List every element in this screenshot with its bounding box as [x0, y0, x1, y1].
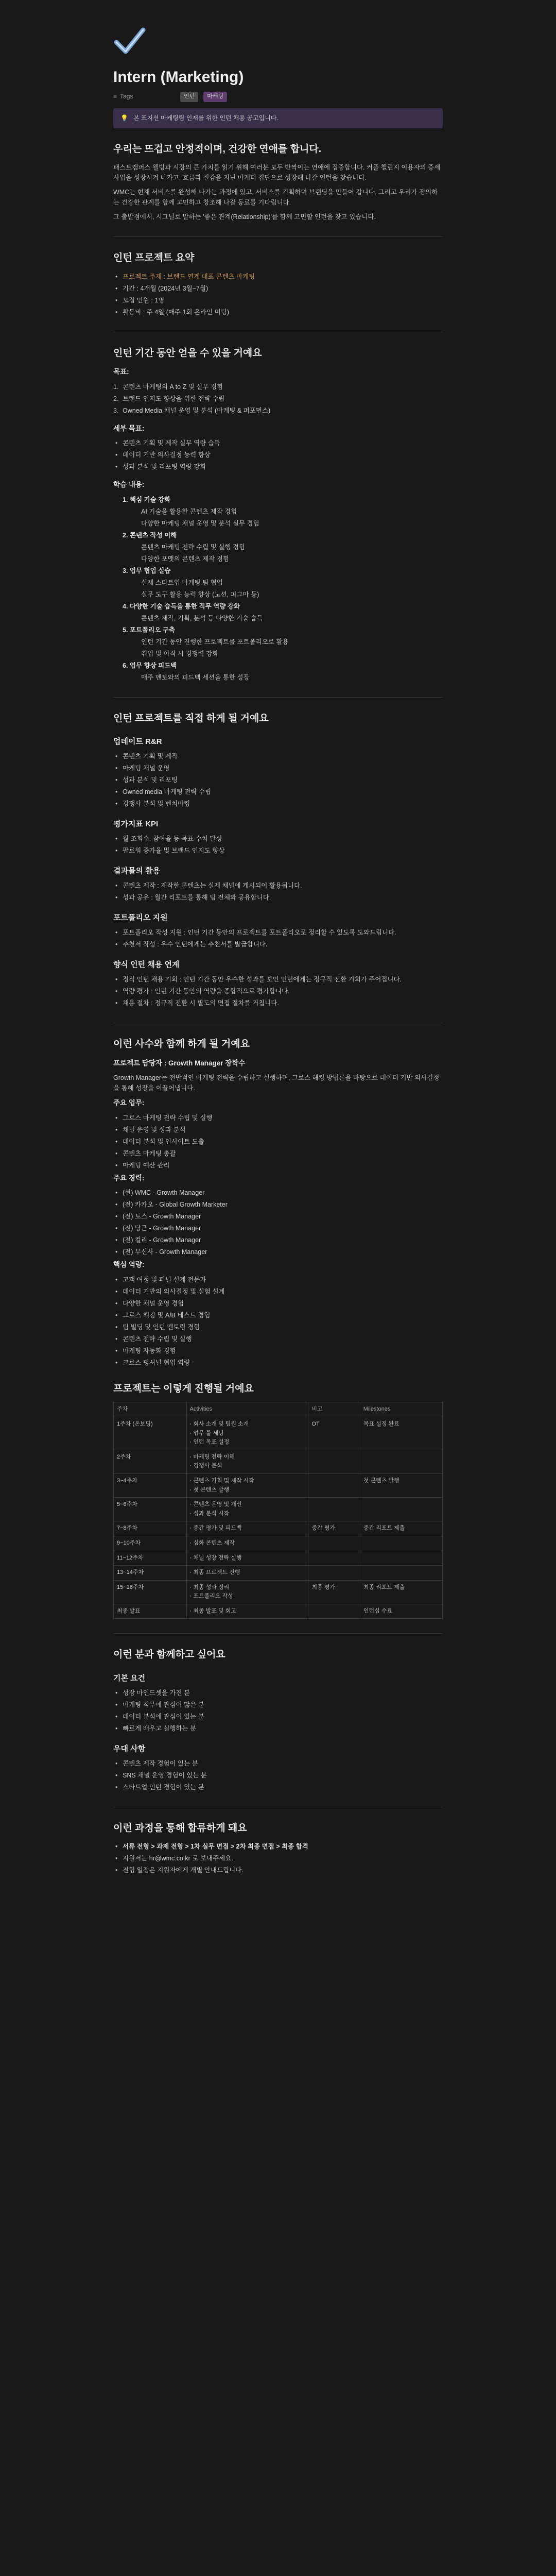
list-item: • 데이터 분석 및 인사이트 도출	[113, 1137, 443, 1147]
list-item: • 콘텐츠 기획 및 제작	[113, 751, 443, 761]
table-cell: · 회사 소개 및 팀원 소개 · 업무 툴 세팅 · 인턴 목표 설정	[186, 1417, 308, 1450]
divider	[113, 697, 443, 698]
table-cell: 5~6주차	[114, 1498, 187, 1521]
table-cell: 2주차	[114, 1450, 187, 1473]
table-cell	[308, 1566, 360, 1581]
style-list	[113, 1275, 443, 1368]
detail-label: 세부 목표:	[113, 424, 145, 432]
summary-list	[113, 272, 443, 317]
list-item: • (전) 토스 - Growth Manager	[113, 1211, 443, 1222]
table-cell: 7~8주차	[114, 1521, 187, 1536]
list-item: 3. 업무 협업 실습 실제 스타트업 마케팅 팀 협업 실무 도구 활용 능력 향상 (노션, 피그마 등)	[123, 567, 259, 598]
table-row	[114, 1580, 443, 1604]
table-cell: 최종 발표	[114, 1604, 187, 1619]
table-cell: · 콘텐츠 기획 및 제작 시작 · 첫 콘텐츠 발행	[186, 1473, 308, 1497]
list-item: • 채널 운영 및 성과 분석	[113, 1125, 443, 1135]
goal-label: 목표:	[113, 368, 129, 376]
list-item: • 콘텐츠 제작 : 제작한 콘텐츠는 실제 채널에 게시되어 활용됩니다.	[113, 880, 443, 891]
list-item: • 마케팅 채널 운영	[113, 763, 443, 773]
list-item: • 팔로워 증가율 및 브랜드 인지도 향상	[113, 845, 443, 856]
table-cell	[360, 1450, 442, 1473]
detail-list	[113, 438, 443, 472]
table-cell: 첫 콘텐츠 발행	[360, 1473, 442, 1497]
list-item: • 전형 일정은 지원자에게 개별 안내드립니다.	[113, 1865, 443, 1875]
table-cell: · 마케팅 전략 이해 · 경쟁사 분석	[186, 1450, 308, 1473]
table-cell	[308, 1498, 360, 1521]
subheading: 평가지표 KPI	[113, 820, 159, 829]
table-cell: · 콘텐츠 운영 및 개선 · 성과 분석 시작	[186, 1498, 308, 1521]
list-item: • 마케팅 예산 관리	[113, 1160, 443, 1171]
table-cell: · 심화 콘텐츠 제작	[186, 1536, 308, 1551]
table-cell	[308, 1551, 360, 1566]
table-header: Activities	[186, 1402, 308, 1417]
list	[113, 1758, 443, 1792]
table-cell: · 최종 성과 정리 · 포트폴리오 작성	[186, 1580, 308, 1604]
list-item: • 데이터 기반 의사결정 능력 향상	[113, 450, 443, 460]
list-item: 5. 포트폴리오 구축 인턴 기간 동안 진행한 프로젝트를 포트폴리오로 활용 취업 및 이직 시 경쟁력 강화	[123, 626, 289, 657]
table-cell: · 최종 프로젝트 진행	[186, 1566, 308, 1581]
table-cell: 15~16주차	[114, 1580, 187, 1604]
list-item: • (전) 당근 - Growth Manager	[113, 1223, 443, 1233]
summary-heading: 인턴 프로젝트 요약	[113, 252, 195, 264]
list-item: • SNS 채널 운영 경험이 있는 분	[113, 1770, 443, 1781]
tags-label: Tags	[120, 93, 133, 100]
table-cell: 목표 설정 완료	[360, 1417, 442, 1450]
table-cell: · 중간 평가 및 피드백	[186, 1521, 308, 1536]
table-cell	[360, 1536, 442, 1551]
table-cell: 최종 평가	[308, 1580, 360, 1604]
list-item: • 월 조회수, 참여율 등 목표 수치 달성	[113, 834, 443, 844]
style-label: 핵심 역량:	[113, 1261, 145, 1269]
list	[113, 834, 443, 856]
info-icon: 💡	[120, 114, 128, 122]
learn-label: 학습 내용:	[113, 481, 145, 489]
table-row	[114, 1521, 443, 1536]
list-item: • 스타트업 인턴 경험이 있는 분	[113, 1782, 443, 1792]
table-cell: 11~12주차	[114, 1551, 187, 1566]
list-item: • 데이터 기반의 의사결정 및 실험 설계	[113, 1286, 443, 1297]
list-item: • 지원서는 hr@wmc.co.kr 로 보내주세요.	[113, 1853, 443, 1863]
list-item: • 기간 : 4개월 (2024년 3월~7월)	[113, 283, 443, 294]
table-cell	[360, 1551, 442, 1566]
process-heading: 이런 과정을 통해 합류하게 돼요	[113, 1822, 247, 1834]
table-cell: · 최종 발표 및 회고	[186, 1604, 308, 1619]
table-cell: · 채널 성장 전략 실행	[186, 1551, 308, 1566]
list-item: 2. 콘텐츠 작성 이해 콘텐츠 마케팅 전략 수립 및 실행 경험 다양한 포맷의 콘텐츠 제작 경험	[123, 531, 245, 563]
list-item: • 팀 빌딩 및 인턴 멘토링 경험	[113, 1322, 443, 1332]
career-list	[113, 1113, 443, 1171]
list-item: • 고객 여정 및 퍼널 설계 전문가	[113, 1275, 443, 1285]
table-header: 비고	[308, 1402, 360, 1417]
list-item: • 콘텐츠 기획 및 제작 실무 역량 습득	[113, 438, 443, 448]
list-item: • 정식 인턴 채용 기회 : 인턴 기간 동안 우수한 성과를 보인 인턴에게는 정규직 전환 기회가 주어집니다.	[113, 974, 443, 985]
list-item: • 다양한 채널 운영 경험	[113, 1298, 443, 1309]
table-row	[114, 1417, 443, 1450]
team-paragraph: Growth Manager는 전반적인 마케팅 전략을 수립하고 실행하며, 그로스 해킹 방법론을 바탕으로 데이터 기반 의사결정을 통해 성장을 이끌어냅니다.	[113, 1074, 440, 1092]
list-item: • 빠르게 배우고 실행하는 분	[113, 1723, 443, 1734]
schedule-heading: 프로젝트는 이렇게 진행될 거예요	[113, 1383, 254, 1394]
table-cell: 9~10주차	[114, 1536, 187, 1551]
table-cell	[308, 1536, 360, 1551]
page	[113, 0, 443, 2576]
subheading: 향식 인턴 채용 연계	[113, 960, 180, 970]
table-row	[114, 1604, 443, 1619]
history-list	[113, 1188, 443, 1257]
learn-sections	[113, 495, 443, 683]
list-item: • 서류 전형 > 과제 전형 > 1차 실무 면접 > 2차 최종 면접 > 최종 합격	[113, 1841, 443, 1852]
list-item: • 성과 공유 : 월간 리포트를 통해 팀 전체와 공유합니다.	[113, 892, 443, 903]
list-item: • 그로스 마케팅 전략 수립 및 실행	[113, 1113, 443, 1123]
list-item: • 포트폴리오 작성 지원 : 인턴 기간 동안의 프로젝트를 포트폴리오로 정리할 수 있도록 도와드립니다.	[113, 927, 443, 938]
divider	[113, 236, 443, 237]
list	[113, 880, 443, 903]
tags-property	[113, 92, 175, 101]
page-title: Intern (Marketing)	[113, 68, 244, 86]
tag-chip[interactable]: 마케팅	[203, 92, 227, 102]
tag-icon: ≡	[113, 93, 117, 100]
tag-chip[interactable]: 인턴	[180, 92, 198, 102]
subheading: 결과물의 활용	[113, 867, 161, 876]
list	[113, 751, 443, 809]
intro-paragraph: WMC는 현재 서비스를 완성해 나가는 과정에 있고, 서비스를 기획하며 브랜딩을 만들어 갑니다. 그리고 우리가 정의하는 건강한 관계를 함께 고민하고 창조해 나갈 동료를 기다립니다.	[113, 189, 438, 207]
table-row	[114, 1450, 443, 1473]
callout	[113, 108, 443, 128]
do-heading: 인턴 프로젝트를 직접 하게 될 거예요	[113, 713, 269, 724]
list-item: • (현) WMC - Growth Manager	[113, 1188, 443, 1198]
list-item: • 성장 마인드셋을 가진 분	[113, 1688, 443, 1698]
intro-paragraph: 그 출발점에서, 시그널로 말하는 '좋은 관계(Relationship)'를 함께 고민할 인턴을 찾고 있습니다.	[113, 213, 376, 221]
table-cell: 중간 리포트 제출	[360, 1521, 442, 1536]
list-item: • 역량 평가 : 인턴 기간 동안의 역량을 종합적으로 평가합니다.	[113, 986, 443, 996]
table-cell	[308, 1604, 360, 1619]
list-item: 6. 업무 향상 피드백 매주 멘토와의 피드백 세션을 통한 성장	[123, 662, 250, 681]
career-label: 주요 업무:	[113, 1099, 145, 1107]
properties-row	[113, 92, 443, 102]
table-row	[114, 1551, 443, 1566]
list-item: • 마케팅 직무에 관심이 많은 분	[113, 1700, 443, 1710]
table-row	[114, 1536, 443, 1551]
list-item: • (전) 컬리 - Growth Manager	[113, 1235, 443, 1245]
list-item: • 콘텐츠 제작 경험이 있는 분	[113, 1758, 443, 1769]
team-lead: 프로젝트 담당자 : Growth Manager 장학수	[113, 1059, 246, 1067]
list-item: • 채용 절차 : 정규직 전환 시 별도의 면접 절차를 거칩니다.	[113, 998, 443, 1008]
process-list	[113, 1841, 443, 1875]
list-item: • 성과 분석 및 리포팅	[113, 775, 443, 785]
intro-heading: 우리는 뜨겁고 안정적이며, 건강한 연애를 합니다.	[113, 143, 322, 155]
list-item: • 성과 분석 및 리포팅 역량 강화	[113, 462, 443, 472]
goal-list	[113, 382, 443, 416]
table-cell	[360, 1498, 442, 1521]
history-label: 주요 경력:	[113, 1174, 145, 1182]
team-heading: 이런 사수와 함께 하게 될 거예요	[113, 1039, 250, 1050]
callout-text: 본 포지션 마케팅팀 인재를 위한 인턴 채용 공고입니다.	[133, 114, 279, 122]
list-item: • (전) 카카오 - Global Growth Marketer	[113, 1199, 443, 1210]
table-cell: 인턴십 수료	[360, 1604, 442, 1619]
list	[113, 1688, 443, 1734]
list-item: • 콘텐츠 전략 수립 및 실행	[113, 1334, 443, 1344]
table-cell: 13~14주차	[114, 1566, 187, 1581]
list-item: 1. 콘텐츠 마케팅의 A to Z 및 실무 경험	[113, 383, 223, 391]
list-item: • Owned media 마케팅 전략 수립	[113, 787, 443, 797]
list-item: 3. Owned Media 채널 운영 및 분석 (마케팅 & 퍼포먼스)	[113, 406, 271, 414]
table-cell	[308, 1450, 360, 1473]
subheading: 기본 요건	[113, 1673, 146, 1683]
table-cell	[308, 1473, 360, 1497]
subheading: 우대 사항	[113, 1744, 146, 1753]
table-cell: 중간 평가	[308, 1521, 360, 1536]
list-item: • 마케팅 자동화 경험	[113, 1346, 443, 1356]
fit-heading: 이런 분과 함께하고 싶어요	[113, 1649, 225, 1660]
list-item: 1. 핵심 기술 강화 AI 기술을 활용한 콘텐츠 제작 경험 다양한 마케팅 채널 운영 및 분석 실무 경험	[123, 496, 259, 527]
list-item: • 모집 인원 : 1명	[113, 295, 443, 306]
list-item: • (전) 무신사 - Growth Manager	[113, 1247, 443, 1257]
checkmark-logo-icon	[113, 25, 146, 58]
table-cell: OT	[308, 1417, 360, 1450]
table-header: Milestones	[360, 1402, 442, 1417]
list	[113, 974, 443, 1008]
list-item: • 그로스 해킹 및 A/B 테스트 경험	[113, 1310, 443, 1320]
subheading: 포트폴리오 지원	[113, 913, 168, 923]
list-item: • 프로젝트 주제 : 브랜드 연계 대표 콘텐츠 마케팅	[113, 272, 443, 282]
table-cell: 최종 리포트 제출	[360, 1580, 442, 1604]
list-item: • 추천서 작성 : 우수 인턴에게는 추천서를 발급합니다.	[113, 939, 443, 950]
list-item: • 경쟁사 분석 및 벤치마킹	[113, 799, 443, 809]
table-row	[114, 1498, 443, 1521]
table-cell: 3~4주차	[114, 1473, 187, 1497]
schedule-table	[113, 1402, 443, 1619]
table-header: 주차	[114, 1402, 187, 1417]
list-item: 4. 다양한 기술 습득을 통한 직무 역량 강화 콘텐츠 제작, 기획, 분석 등 다양한 기술 습득	[123, 602, 263, 622]
list-item: • 콘텐츠 마케팅 총괄	[113, 1148, 443, 1159]
table-row	[114, 1473, 443, 1497]
list-item: • 크로스 펑셔널 협업 역량	[113, 1358, 443, 1368]
table-cell: 1주차 (온보딩)	[114, 1417, 187, 1450]
table-cell	[360, 1566, 442, 1581]
table-row	[114, 1566, 443, 1581]
list-item: • 활동비 : 주 4일 (매주 1회 온라인 미팅)	[113, 307, 443, 317]
list	[113, 927, 443, 950]
divider	[113, 1633, 443, 1634]
subheading: 업데이트 R&R	[113, 737, 162, 747]
intro-paragraph: 패스트캠퍼스 웰빙과 시장의 큰 가치를 읽기 위해 여러분 모두 반짝이는 연애에 집중합니다. 커플 챌린지 이용자의 증세 사업을 성장시켜 나가고, 흐름과 질감을 지닌 마케터 집단으로 성장해 나갈 인턴을 찾습니다.	[113, 164, 441, 182]
list-item: • 데이터 분석에 관심이 있는 분	[113, 1711, 443, 1722]
list-item: 2. 브랜드 인지도 향상을 위한 전략 수립	[113, 395, 225, 402]
learn-heading: 인턴 기간 동안 얻을 수 있을 거예요	[113, 347, 262, 359]
